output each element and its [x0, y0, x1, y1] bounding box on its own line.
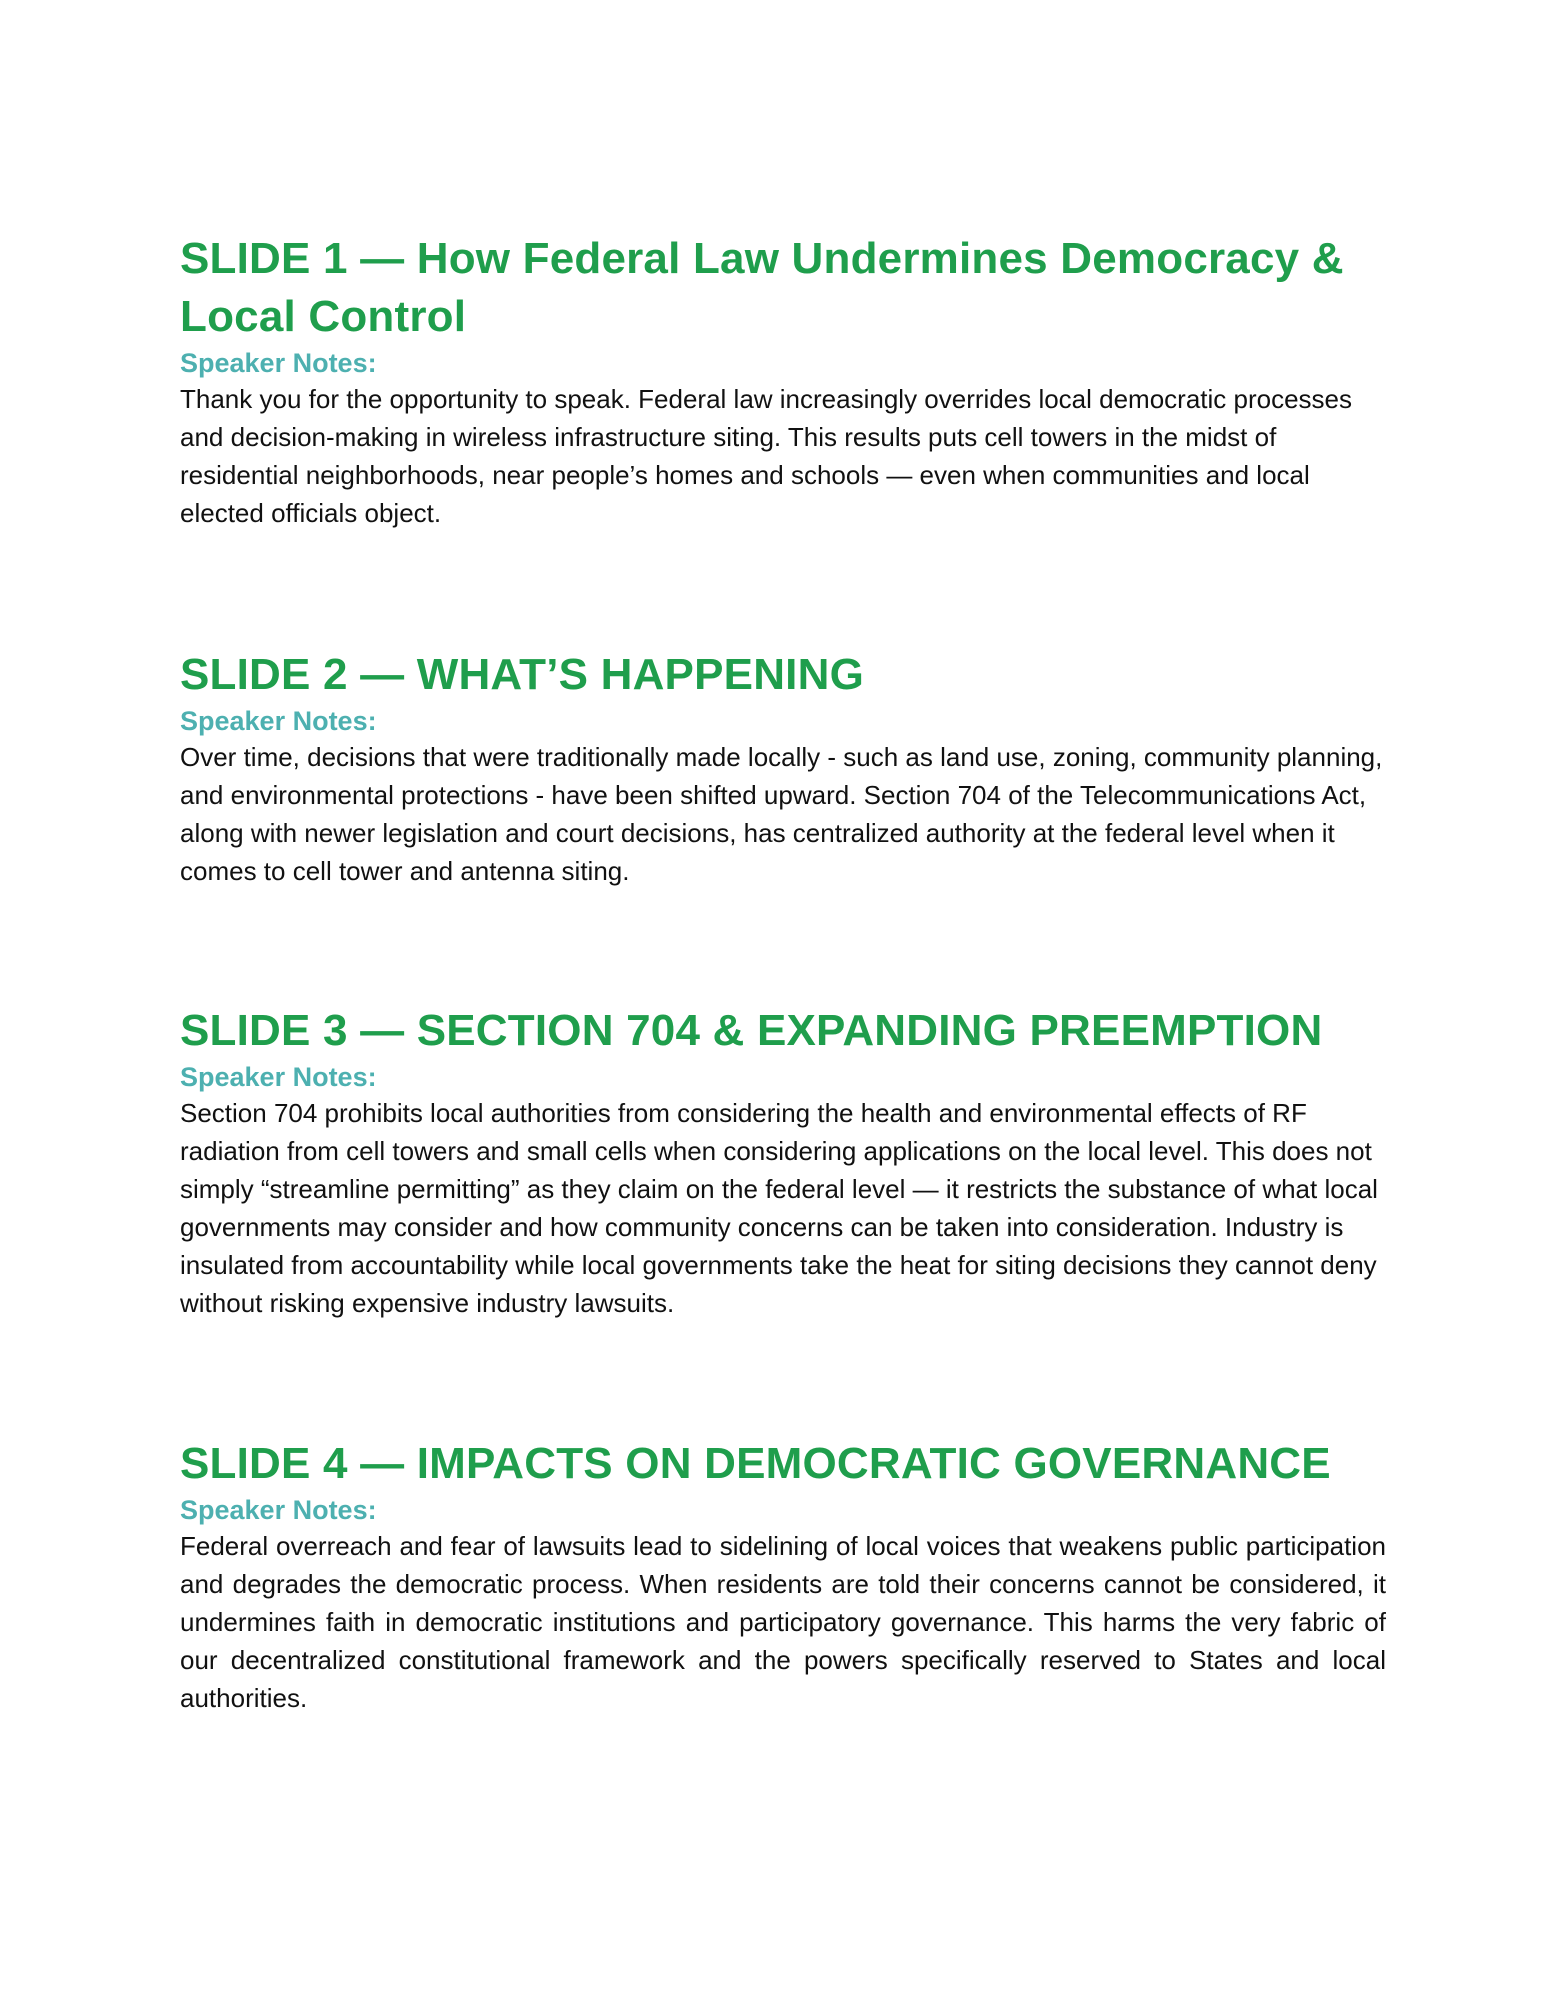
slide-title: SLIDE 2 — WHAT’S HAPPENING: [180, 650, 864, 699]
speaker-notes-label: Speaker Notes:: [180, 706, 377, 736]
slide-title: SLIDE 3 — SECTION 704 & EXPANDING PREEMPTION: [180, 1006, 1323, 1055]
slide-title: SLIDE 4 — IMPACTS ON DEMOCRATIC GOVERNANCE: [180, 1439, 1331, 1488]
speaker-notes-text: Section 704 prohibits local authorities from considering the health and environmental effects of RF radiation from cell towers and small cells when considering applications on the local level. This does not simply “streamline permitting” as they claim on the federal level — it restricts the substance of what local governments may consider and how community concerns can be taken into consideration. Industry is insulated from accountability while local governments take the heat for siting decisions they cannot deny without risking expensive industry lawsuits.: [180, 1098, 1378, 1318]
speaker-notes-text: Federal overreach and fear of lawsuits lead to sidelining of local voices that weakens public participation and degrades the democratic process. When residents are told their concerns cannot be considered, it undermines faith in democratic institutions and participatory governance. This harms the very fabric of our decentralized constitutional framework and the powers specifically reserved to States and local authorities.: [180, 1531, 1386, 1713]
speaker-notes-text: Over time, decisions that were traditionally made locally - such as land use, zoning, community planning, and environmental protections - have been shifted upward. Section 704 of the Telecommunications Act, along with newer legislation and court decisions, has centralized authority at the federal level when it comes to cell tower and antenna siting.: [180, 742, 1383, 886]
slide-title: SLIDE 1 — How Federal Law Undermines Democracy & Local Control: [180, 234, 1344, 341]
speaker-notes-text: Thank you for the opportunity to speak. Federal law increasingly overrides local democratic processes and decision-making in wireless infrastructure siting. This results puts cell towers in the midst of residential neighborhoods, near people’s homes and schools — even when communities and local elected officials object.: [180, 384, 1353, 528]
speaker-notes-label: Speaker Notes:: [180, 1495, 377, 1525]
slide-section-4: [180, 1435, 1386, 1717]
speaker-notes-label: Speaker Notes:: [180, 1062, 377, 1092]
slide-section-1: [180, 230, 1386, 532]
slide-section-3: [180, 1002, 1386, 1322]
slide-section-2: [180, 646, 1386, 890]
speaker-notes-label: Speaker Notes:: [180, 348, 377, 378]
